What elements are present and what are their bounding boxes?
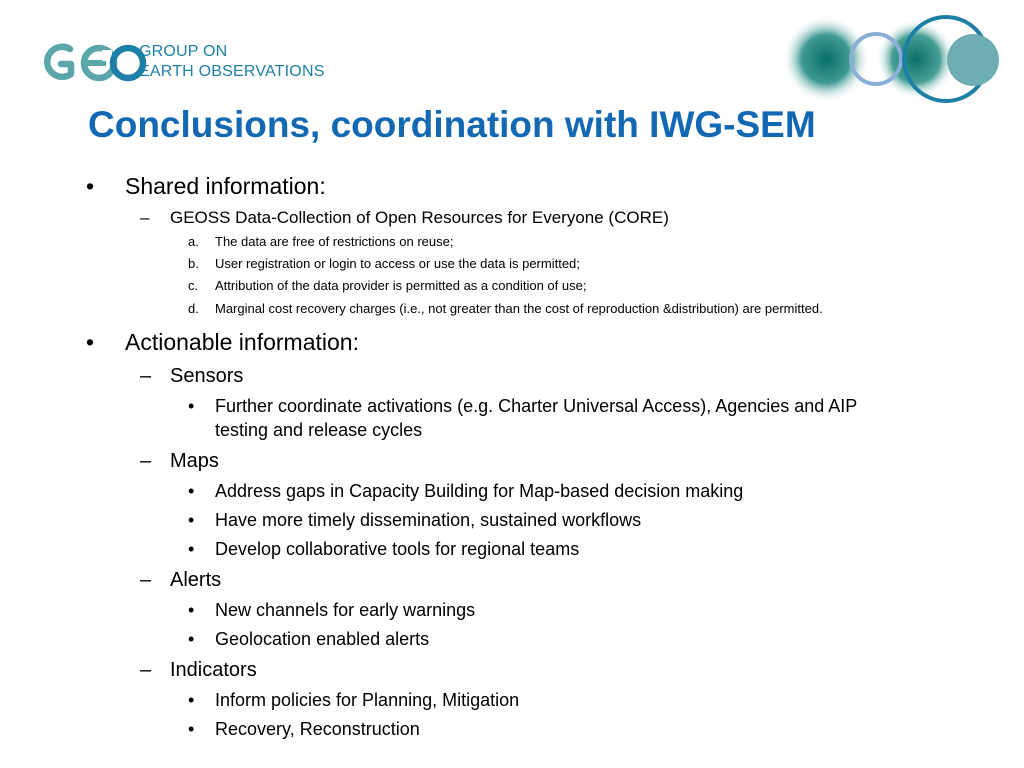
list-text: User registration or login to access or use the data is permitted; xyxy=(215,256,580,271)
dash-marker: – xyxy=(140,659,152,681)
list-marker: • xyxy=(188,600,195,620)
list-marker: • xyxy=(188,396,195,416)
sub-bullet-text: Alerts xyxy=(170,569,222,591)
org-name-line1: GROUP ON xyxy=(139,43,228,60)
list-marker: • xyxy=(188,690,195,710)
list-text: Develop collaborative tools for regional teams xyxy=(215,539,580,559)
list-text: Attribution of the data provider is permitted as a condition of use; xyxy=(215,278,587,293)
list-marker: • xyxy=(188,719,195,739)
list-marker: • xyxy=(188,539,195,559)
list-marker: c. xyxy=(188,278,199,293)
list-text: New channels for early warnings xyxy=(215,600,476,620)
dash-marker: – xyxy=(140,450,152,472)
list-text: Inform policies for Planning, Mitigation xyxy=(215,690,520,710)
list-marker: b. xyxy=(188,256,199,271)
list-text: The data are free of restrictions on reuse; xyxy=(215,234,454,249)
dash-marker: – xyxy=(140,208,150,227)
org-name xyxy=(139,42,325,82)
bullet-text: Actionable information: xyxy=(125,329,359,355)
list-text: Address gaps in Capacity Building for Map-based decision making xyxy=(215,481,744,501)
list-marker: a. xyxy=(188,234,199,249)
list-text: Geolocation enabled alerts xyxy=(215,629,430,649)
list-text: Recovery, Reconstruction xyxy=(215,719,420,739)
list-text: Marginal cost recovery charges (i.e., not greater than the cost of reproduction &distribution) are permitted. xyxy=(215,301,823,316)
list-text: Have more timely dissemination, sustained workflows xyxy=(215,510,642,530)
list-text: testing and release cycles xyxy=(215,420,423,440)
bullet-marker: • xyxy=(86,329,95,355)
sub-bullet-text: Sensors xyxy=(170,365,244,387)
list-marker: • xyxy=(188,481,195,501)
earth-orbs-icon xyxy=(770,10,1020,110)
list-text: Further coordinate activations (e.g. Charter Universal Access), Agencies and AIP xyxy=(215,396,858,416)
org-name-line2: EARTH OBSERVATIONS xyxy=(139,63,325,80)
sub-bullet-text: Indicators xyxy=(170,659,257,681)
slide-title: Conclusions, coordination with IWG-SEM xyxy=(88,104,816,145)
dash-marker: – xyxy=(140,569,152,591)
bullet-text: Shared information: xyxy=(125,173,326,199)
dash-marker: – xyxy=(140,365,152,387)
bullet-marker: • xyxy=(86,173,95,199)
list-marker: • xyxy=(188,629,195,649)
sub-bullet-text: GEOSS Data-Collection of Open Resources for Everyone (CORE) xyxy=(170,208,669,227)
sub-bullet-text: Maps xyxy=(170,450,219,472)
list-marker: • xyxy=(188,510,195,530)
list-marker: d. xyxy=(188,301,199,316)
